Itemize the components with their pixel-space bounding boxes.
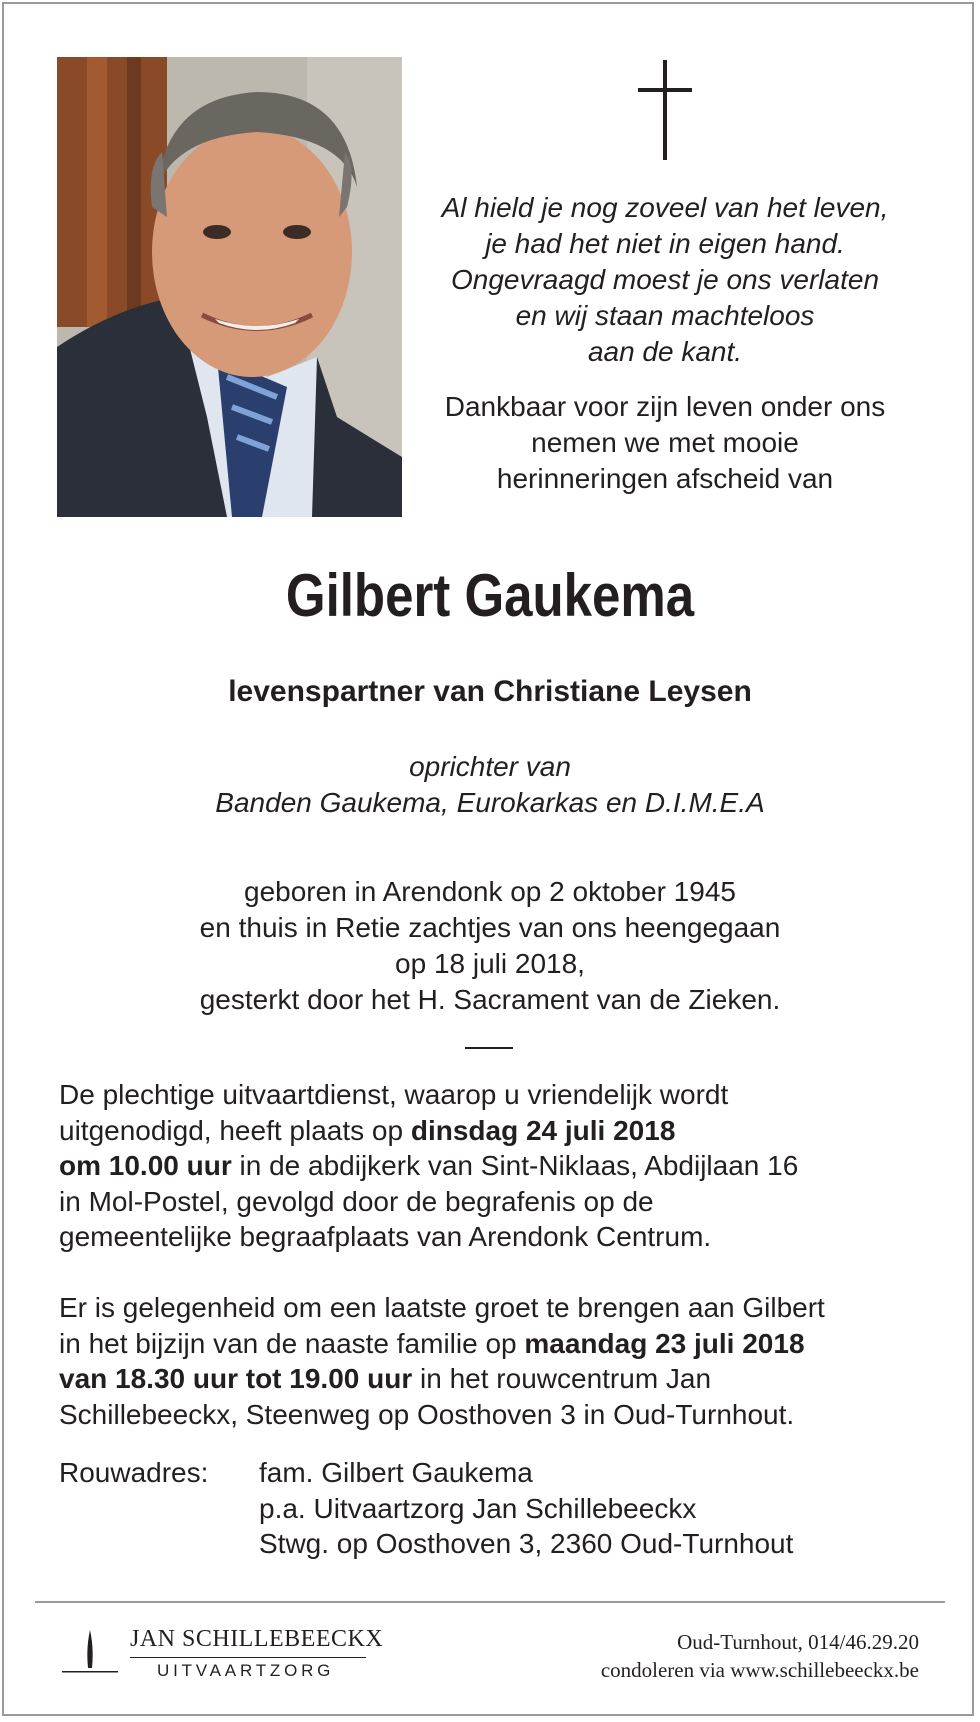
poem-line: aan de kant.	[587, 336, 743, 367]
funeral-line	[59, 1148, 939, 1184]
address-line: fam. Gilbert Gaukema	[259, 1457, 533, 1488]
logo-subtitle: UITVAARTZORG	[157, 1661, 335, 1680]
thanks-text	[410, 389, 920, 497]
visit-line: Er is gelegenheid om een laatste groet te brengen aan Gilbert	[59, 1292, 825, 1323]
deceased-name: Gilbert Gaukema	[285, 562, 695, 629]
birth-line: en thuis in Retie zachtjes van ons heengegaan	[199, 912, 781, 943]
visit-line	[59, 1361, 939, 1397]
contact-website[interactable]: condoleren via www.schillebeeckx.be	[600, 1658, 919, 1682]
poem-line: en wij staan machteloos	[515, 300, 815, 331]
founder-line: oprichter van	[409, 751, 571, 782]
visit-time: van 18.30 uur tot 19.00 uur	[59, 1363, 413, 1394]
thanks-line: herinneringen afscheid van	[496, 463, 834, 494]
birth-line: gesterkt door het H. Sacrament van de Zieken.	[199, 984, 781, 1015]
visit-paragraph	[59, 1290, 939, 1432]
visit-text: in het rouwcentrum Jan	[412, 1363, 712, 1394]
poem-line: je had het niet in eigen hand.	[485, 228, 845, 259]
birth-text	[0, 874, 980, 1018]
thanks-line: Dankbaar voor zijn leven onder ons	[444, 391, 886, 422]
address-line: Stwg. op Oosthoven 3, 2360 Oud-Turnhout	[259, 1528, 794, 1559]
poem-line: Al hield je nog zoveel van het leven,	[441, 192, 889, 223]
cypress-tree-icon	[62, 1628, 118, 1678]
funeral-text: uitgenodigd, heeft plaats op	[59, 1114, 411, 1146]
visit-date: maandag 23 juli 2018	[524, 1327, 805, 1359]
thanks-line: nemen we met mooie	[531, 427, 799, 458]
visit-line	[59, 1326, 939, 1362]
funeral-line: De plechtige uitvaartdienst, waarop u vriendelijk wordt	[59, 1079, 729, 1110]
poem-line: Ongevraagd moest je ons verlaten	[450, 264, 880, 295]
footer-divider	[35, 1601, 945, 1603]
logo-name: JAN SCHILLEBEECKX	[130, 1626, 384, 1652]
divider-dash	[465, 1047, 513, 1049]
address-lines	[259, 1455, 793, 1562]
funeral-line	[59, 1113, 939, 1149]
poem	[410, 190, 920, 370]
funeral-paragraph	[59, 1077, 939, 1255]
visit-line: Schillebeeckx, Steenweg op Oosthoven 3 in Oud-Turnhout.	[59, 1398, 795, 1430]
funeral-time: om 10.00 uur	[59, 1150, 232, 1181]
birth-line: op 18 juli 2018,	[395, 948, 585, 979]
funeral-line: gemeentelijke begraafplaats van Arendonk Centrum.	[59, 1221, 712, 1252]
partner-line: levenspartner van Christiane Leysen	[228, 675, 752, 708]
founder-text	[0, 749, 980, 821]
contact-phone: Oud-Turnhout, 014/46.29.20	[677, 1630, 919, 1654]
birth-line: geboren in Arendonk op 2 oktober 1945	[244, 876, 736, 907]
visit-text: in het bijzijn van de naaste familie op	[59, 1327, 525, 1359]
founder-line: Banden Gaukema, Eurokarkas en D.I.M.E.A	[215, 787, 765, 818]
address-label: Rouwadres:	[59, 1457, 209, 1488]
cross-icon	[636, 60, 696, 160]
logo-rule	[130, 1657, 366, 1658]
portrait-photo	[57, 57, 402, 517]
contact-info	[601, 1628, 919, 1684]
funeral-text: in de abdijkerk van Sint-Niklaas, Abdijlaan 16	[231, 1150, 799, 1181]
address-line: p.a. Uitvaartzorg Jan Schillebeeckx	[259, 1492, 697, 1524]
funeral-line: in Mol-Postel, gevolgd door de begrafenis op de	[59, 1185, 654, 1217]
funeral-date: dinsdag 24 juli 2018	[410, 1114, 676, 1146]
